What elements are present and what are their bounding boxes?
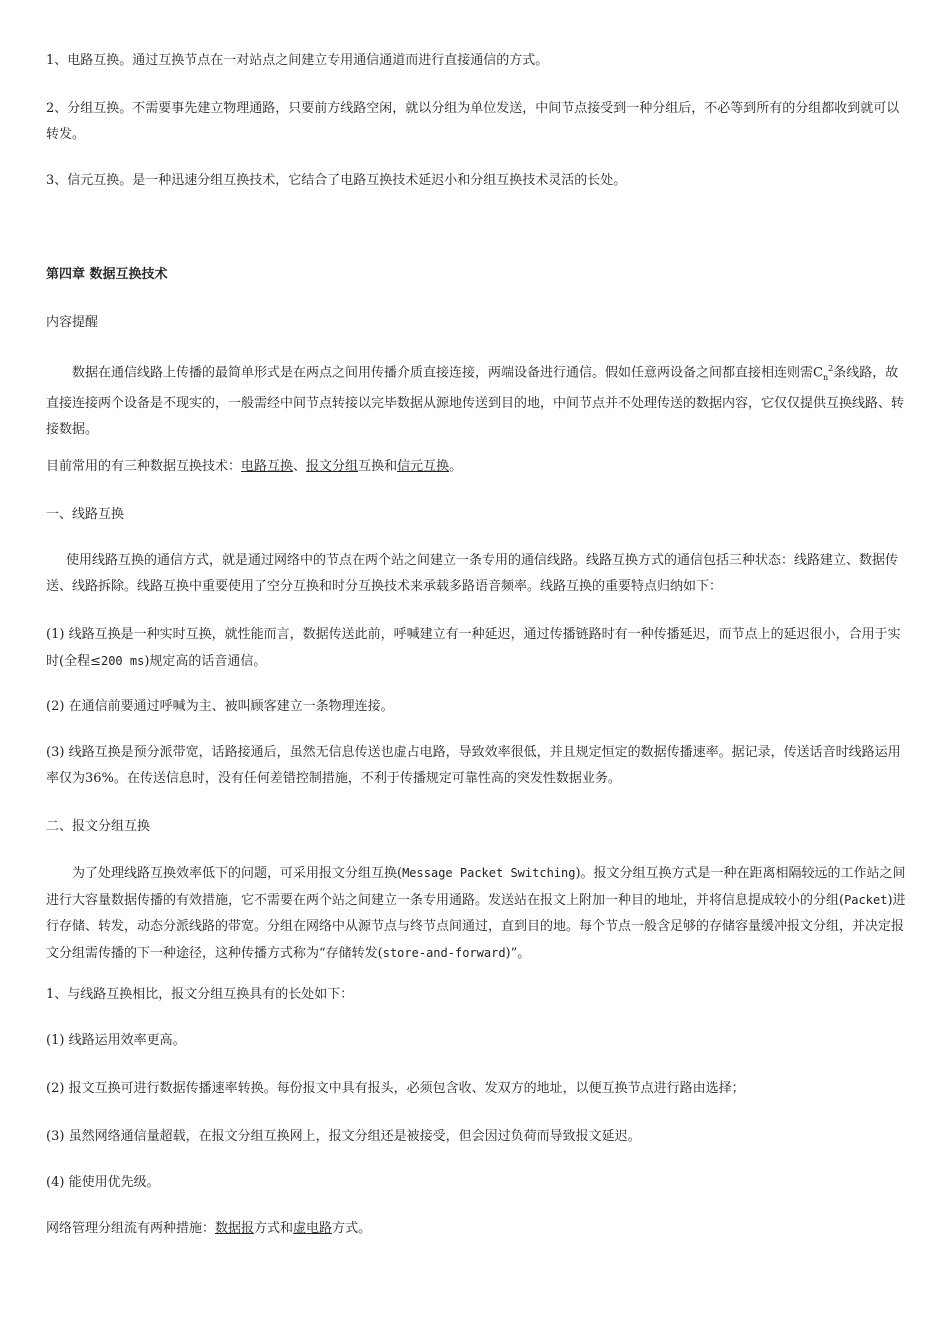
section1-heading: 一、线路互换: [46, 507, 125, 522]
link-circuit-switching[interactable]: 电路互换: [241, 459, 294, 474]
link-datagram[interactable]: 数据报: [215, 1221, 255, 1236]
section2-paragraph: 为了处理线路互换效率低下的问题，可采用报文分组互换(Message Packet Switching)。报文分组互换方式是一种在距离相隔较远的工作站之间进行大容量数据传播的有效措施，它不需要在两个站之间建立一条专用通路。发送站在报文上附加一种目的地址，并将信息提成较小的分组(Packet)进行存储、转发，动态分派线路的带宽。分组在网络中从源节点与终节点间通过，直到目的地。每个节点一般含足够的存储容量缓冲报文分组，并决定报文分组需传播的下一种途径，这种传播方式称为“存储转发(store-and-forward)”。: [46, 866, 906, 961]
chapter-subtitle: 内容提醒: [46, 315, 99, 330]
chapter-paragraph-1: 数据在通信线路上传播的最简单形式是在两点之间用传播介质直接连接，两端设备进行通信。假如任意两设备之间都直接相连则需$C_n^2$条线路，故直接连接两个设备是不现实的，一般需经中间节点转接以完毕数据从源地传送到目的地，中间节点并不处理传送的数据内容，它仅仅提供互换线路、转接数据。: [46, 364, 905, 437]
intro-paragraph-2: 2、分组互换。不需要事先建立物理通路，只要前方线路空闲，就以分组为单位发送，中间节点接受到一种分组后，不必等到所有的分组都收到就可以转发。: [46, 101, 900, 142]
section1-item-1: (1) 线路互换是一种实时互换，就性能而言，数据传送此前，呼喊建立有一种延迟，通过传播链路时有一种传播延迟，而节点上的延迟很小，合用于实时(全程≤200 ms)规定高的话音通信。: [46, 627, 901, 669]
section2-heading: 二、报文分组互换: [46, 819, 151, 834]
section1-item-2: (2) 在通信前要通过呼喊为主、被叫顾客建立一条物理连接。: [46, 699, 394, 714]
section1-item-3: (3) 线路互换是预分派带宽，话路接通后，虽然无信息传送也虚占电路，导致效率很低，并且规定恒定的数据传播速率。据记录，传送话音时线路运用率仅为36%。在传送信息时，没有任何差错控制措施，不利于传播规定可靠性高的突发性数据业务。: [46, 745, 901, 786]
section2-advantage-2: (2) 报文互换可进行数据传播速率转换。每份报文中具有报头，必须包含收、发双方的地址，以便互换节点进行路由选择；: [46, 1081, 745, 1096]
section2-advantage-1: (1) 线路运用效率更高。: [46, 1033, 186, 1048]
link-virtual-circuit[interactable]: 虚电路: [293, 1221, 333, 1236]
link-cell-switching[interactable]: 信元互换: [397, 459, 450, 474]
section2-advantage-4: (4) 能使用优先级。: [46, 1175, 160, 1190]
section2-advantage-3: (3) 虽然网络通信量超载，在报文分组互换网上，报文分组还是被接受，但会因过负荷而导致报文延迟。: [46, 1129, 641, 1144]
section1-paragraph: 使用线路互换的通信方式，就是通过网络中的节点在两个站之间建立一条专用的通信线路。线路互换方式的通信包括三种状态：线路建立、数据传送、线路拆除。线路互换中重要使用了空分互换和时分互换技术来承载多路语音频率。线路互换的重要特点归纳如下：: [46, 553, 899, 594]
link-packet-switching[interactable]: 报文分组: [306, 459, 359, 474]
intro-paragraph-3: 3、信元互换。是一种迅速分组互换技术，它结合了电路互换技术延迟小和分组互换技术灵活的长处。: [46, 173, 627, 188]
chapter-title: 第四章 数据互换技术: [46, 267, 168, 282]
section2-last-paragraph: 网络管理分组流有两种措施：数据报方式和虚电路方式。: [46, 1221, 372, 1236]
chapter-paragraph-2: 目前常用的有三种数据互换技术：电路互换、报文分组互换和信元互换。: [46, 459, 463, 474]
intro-paragraph-1: 1、电路互换。通过互换节点在一对站点之间建立专用通信通道而进行直接通信的方式。: [46, 53, 549, 68]
section2-advantages-intro: 1、与线路互换相比，报文分组互换具有的长处如下：: [46, 987, 354, 1002]
